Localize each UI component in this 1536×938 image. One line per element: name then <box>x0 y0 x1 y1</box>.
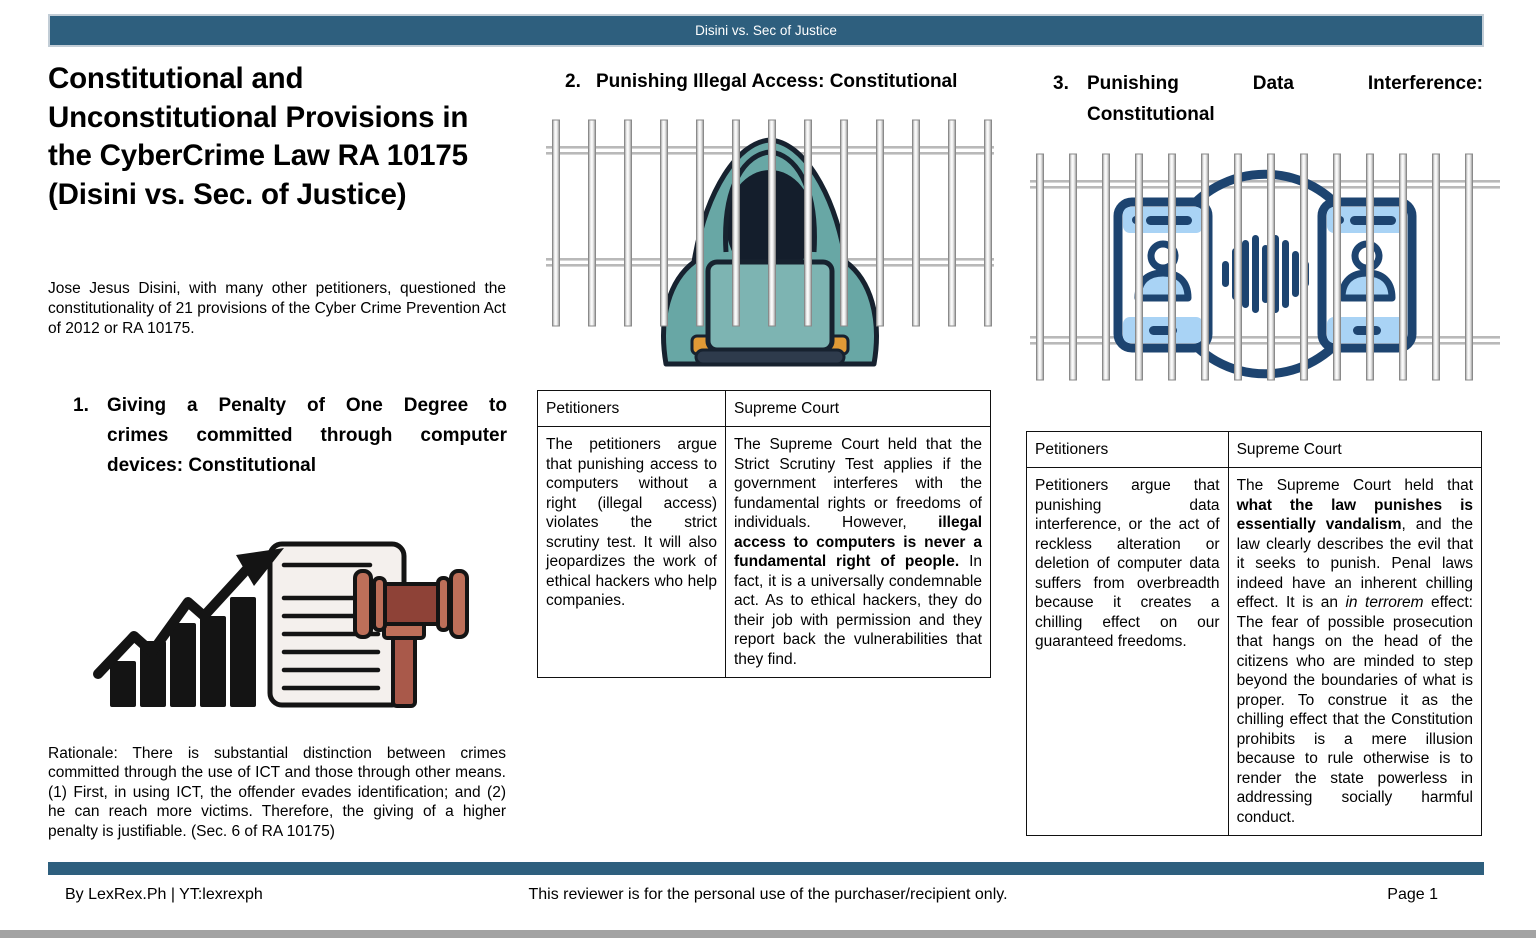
section-1-label: Giving a Penalty of One Degree to crimes committed through computer devices: Constitutional <box>107 395 507 476</box>
hacker-behind-bars-illustration <box>546 112 994 382</box>
rationale-paragraph: Rationale: There is substantial distinction between crimes committed through the use of ICT and those through other means. (1) First, in using ICT, the offender evades identification; and (2) he can reach more victims. Therefore, the giving of a higher penalty is justifiable. (Sec. 6 of RA 10175) <box>48 745 506 840</box>
footer-author: By LexRex.Ph | YT:lexrexph <box>65 886 263 903</box>
header-bar <box>48 14 1484 47</box>
table2-supreme-court-cell: The Supreme Court held that the Strict Scrutiny Test applies if the government interferes with the fundamental rights or freedoms of individuals. However, illegal access to computers is never a fundamental right of people. In fact, it is a universally condemnable act. As to ethical hackers, they do their job with permission and they report back the vulnerabilities that they find. <box>733 436 983 668</box>
section-2-number: 2. <box>565 71 581 92</box>
section-3-label: Punishing Data Interference: Constitutional <box>1087 73 1483 125</box>
bottom-edge-strip <box>0 930 1536 938</box>
table2-header-petitioners: Petitioners <box>538 391 726 427</box>
section-1-heading <box>73 391 507 481</box>
phone-left-icon <box>1118 202 1208 348</box>
table2-petitioners-cell: The petitioners argue that punishing access to computers without a right (illegal access) violates the strict scrutiny test. It will also jeopardizes the work of ethical hackers who help companies. <box>546 436 717 609</box>
table2-header-supreme-court: Supreme Court <box>725 391 990 427</box>
section-1-number: 1. <box>73 395 89 416</box>
page-title: Constitutional and Unconstitutional Provisions in the CyberCrime Law RA 10175 (Disini vs. Sec. of Justice) <box>48 62 469 211</box>
table3-supreme-court-cell: The Supreme Court held that what the law punishes is essentially vandalism, and the law clearly describes the evil that it seeks to punish. Penal laws indeed have an inherent chilling effect. It is an in terrorem effect: The fear of possible prosecution that hangs on the head of the citizens who are minded to step beyond the boundaries of what is proper. To construe it as the chilling effect that the Constitution prohibits is a mere illusion because to rule otherwise is to render the state powerless in addressing socially harmful conduct. <box>1236 477 1474 826</box>
intro-paragraph: Jose Jesus Disini, with many other petitioners, questioned the constitutionality of 21 provisions of the Cyber Crime Prevention Act of 2012 or RA 10175. <box>48 280 506 337</box>
growth-chart-gavel-illustration <box>88 522 488 732</box>
table3-petitioners-cell: Petitioners argue that punishing data interference, or the act of reckless alteration or deletion of computer data suffers from overbreadth because it creates a chilling effect on our guaranteed freedoms. <box>1035 477 1220 650</box>
section-3-number: 3. <box>1053 73 1069 94</box>
footer-page-number: Page 1 <box>1387 886 1438 903</box>
section-2-label: Punishing Illegal Access: Constitutional <box>596 71 958 92</box>
illegal-access-table <box>537 390 991 678</box>
data-interference-illustration <box>1030 150 1500 400</box>
footer <box>0 886 1536 910</box>
footer-notice: This reviewer is for the personal use of the purchaser/recipient only. <box>528 886 1008 903</box>
section-3-heading <box>1053 68 1483 130</box>
data-interference-table <box>1026 431 1482 836</box>
jail-bars <box>553 120 992 326</box>
table3-header-petitioners: Petitioners <box>1027 432 1229 468</box>
footer-divider-bar <box>48 862 1484 875</box>
table3-header-supreme-court: Supreme Court <box>1228 432 1481 468</box>
section-2-heading <box>565 68 993 96</box>
header-title: Disini vs. Sec of Justice <box>695 23 837 38</box>
